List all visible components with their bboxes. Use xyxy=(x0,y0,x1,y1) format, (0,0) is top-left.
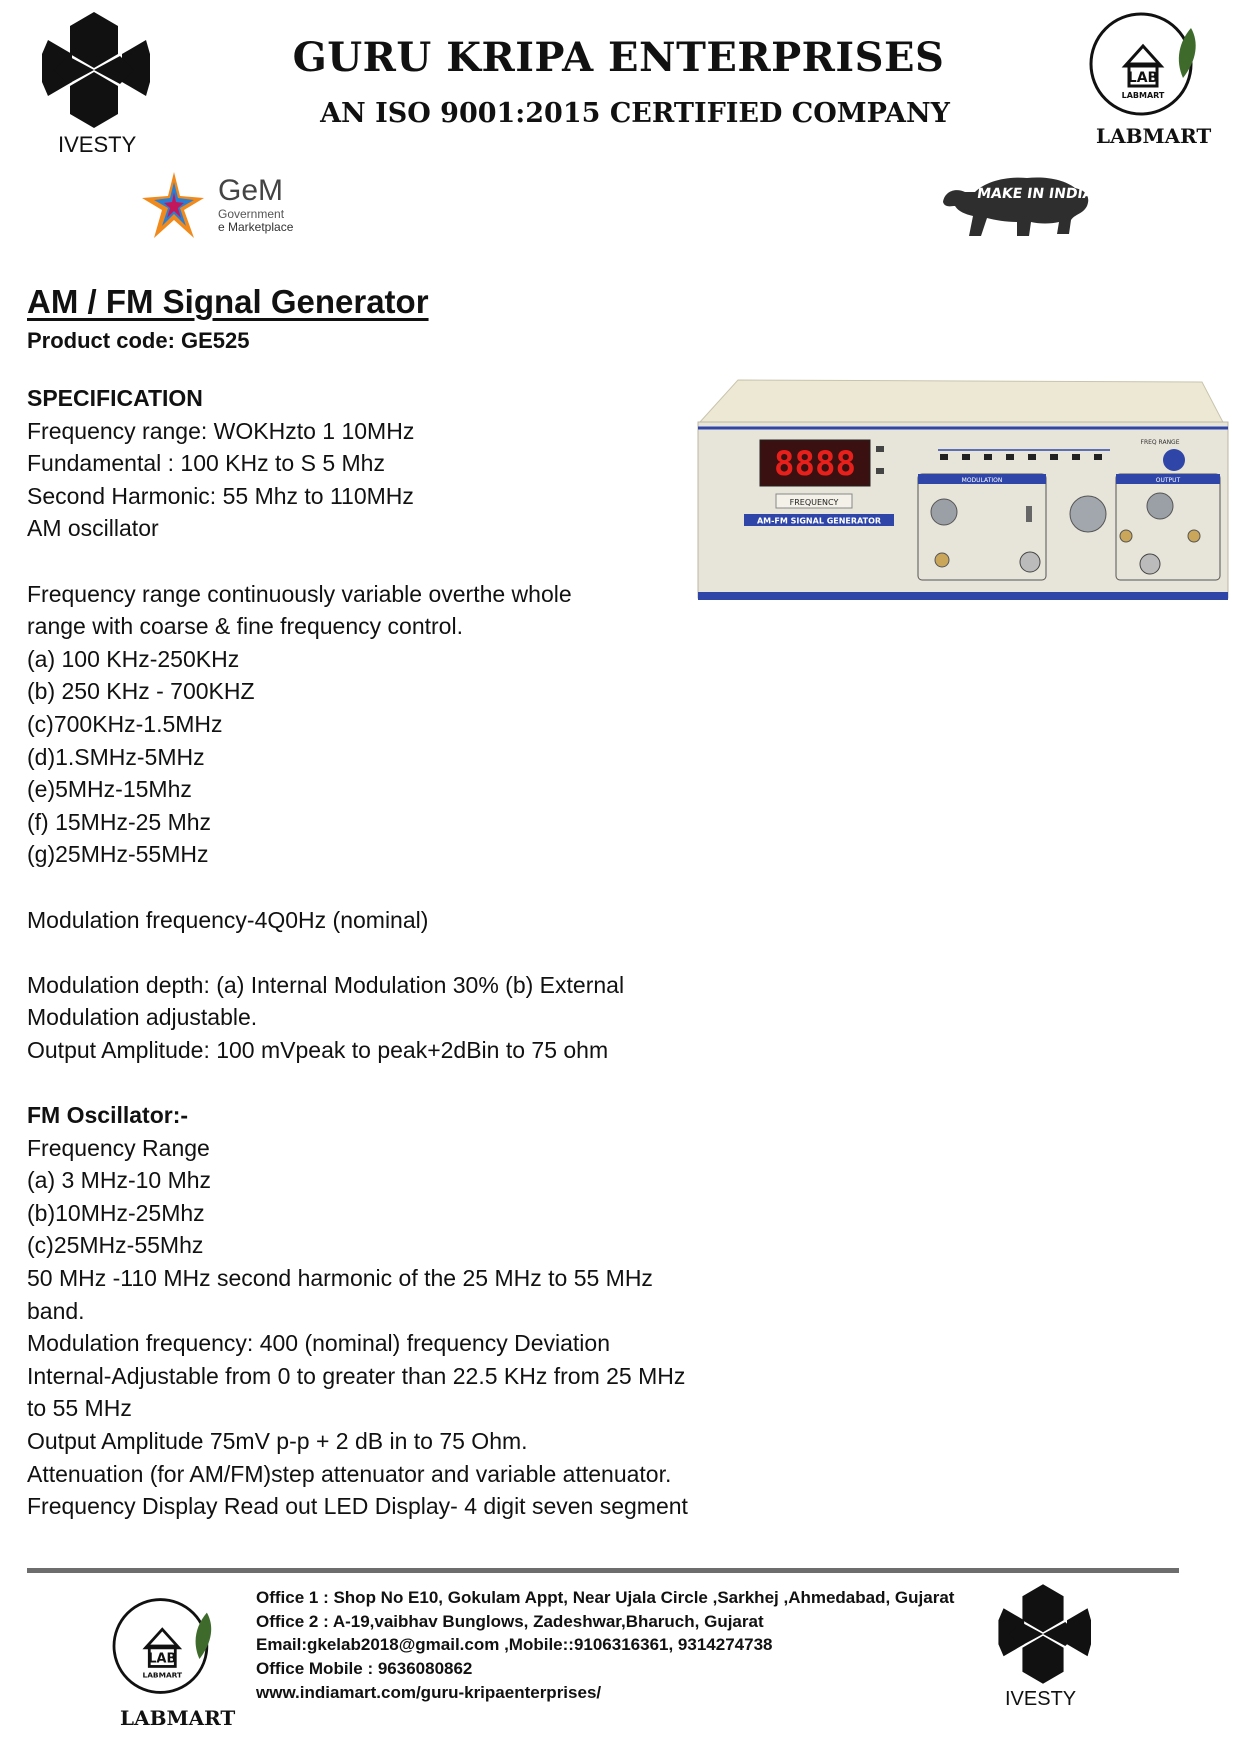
spec-line: (b)10MHz-25Mhz xyxy=(27,1199,205,1226)
spec-line: (b) 250 KHz - 700KHZ xyxy=(27,678,255,705)
lion-icon xyxy=(935,162,1095,242)
spec-line: Modulation frequency-4Q0Hz (nominal) xyxy=(27,906,429,933)
product-code: Product code: GE525 xyxy=(27,328,250,353)
spec-line: Output Amplitude 75mV p-p + 2 dB in to 75 Ohm. xyxy=(27,1428,528,1454)
spec-line: to 55 MHz xyxy=(27,1395,132,1422)
output-label: OUTPUT xyxy=(1155,477,1181,484)
company-name: GURU KRIPA ENTERPRISES xyxy=(292,34,945,81)
product-title: AM / FM Signal Generator xyxy=(27,283,429,320)
spec-line: Frequency range continuously variable overthe whole xyxy=(27,580,572,607)
spec-line: band. xyxy=(27,1297,85,1324)
spec-blank-line xyxy=(27,871,787,904)
spec-line: Modulation depth: (a) Internal Modulation 30% (b) External xyxy=(27,971,625,998)
footer-labmart-badge-text: LABMART xyxy=(142,1670,183,1680)
ivesty-logo-text: IVESTY xyxy=(58,132,137,157)
footer-line: Office Mobile : 9636080862 xyxy=(256,1659,473,1679)
footer-divider xyxy=(27,1568,1179,1573)
spec-line: (e)5MHz-15Mhz xyxy=(27,776,192,803)
footer-ivesty-mark-icon xyxy=(995,1582,1091,1686)
svg-text:LAB: LAB xyxy=(1127,70,1159,86)
spec-line: Modulation frequency: 400 (nominal) frequency Deviation xyxy=(27,1330,610,1357)
footer-labmart-logo xyxy=(110,1594,236,1744)
footer-line[interactable]: www.indiamart.com/guru-kripaenterprises/ xyxy=(256,1682,602,1702)
gem-star-icon xyxy=(140,168,210,244)
spec-line: Fundamental : 100 KHz to S 5 Mhz xyxy=(27,450,385,477)
footer-line: Email:gkelab2018@gmail.com ,Mobile::9106316361, 9314274738 xyxy=(256,1635,773,1655)
footer-labmart-badge-icon xyxy=(110,1594,222,1698)
spec-line: (a) 3 MHz-10 Mhz xyxy=(27,1167,212,1194)
labmart-logo-text: LABMART xyxy=(1096,124,1212,148)
ivesty-mark-icon xyxy=(38,10,150,130)
footer-line: Office 2 : A-19,vaibhav Bunglows, Zadeshwar,Bharuch, Gujarat xyxy=(256,1611,764,1631)
make-in-india-logo xyxy=(935,162,1095,242)
modulation-label: MODULATION xyxy=(961,477,1003,484)
spec-line: Internal-Adjustable from 0 to greater than 22.5 KHz from 25 MHz xyxy=(27,1362,686,1389)
svg-text:LAB: LAB xyxy=(148,1651,177,1667)
spec-blank-line xyxy=(27,1066,787,1099)
certification-line: AN ISO 9001:2015 CERTIFIED COMPANY xyxy=(320,98,950,129)
spec-line: (d)1.SMHz-5MHz xyxy=(27,743,205,770)
footer-ivesty-logo xyxy=(995,1582,1095,1722)
spec-line: 50 MHz -110 MHz second harmonic of the 25 MHz to 55 MHz xyxy=(27,1265,653,1292)
ivesty-logo xyxy=(38,10,150,160)
spec-line: Modulation adjustable. xyxy=(27,1004,258,1031)
spec-line: FM Oscillator:- xyxy=(27,1102,189,1129)
spec-line: AM oscillator xyxy=(27,515,159,542)
specification-text xyxy=(27,382,787,1523)
freq-range-label: FREQ RANGE xyxy=(1140,439,1180,446)
gem-logo-name: GeM xyxy=(218,174,284,207)
spec-blank-line xyxy=(27,936,787,969)
labmart-badge-icon xyxy=(1087,8,1207,120)
make-in-india-text: MAKE IN INDIA xyxy=(975,186,1095,202)
footer-line: Office 1 : Shop No E10, Gokulam Appt, Near Ujala Circle ,Sarkhej ,Ahmedabad, Gujarat xyxy=(256,1588,955,1607)
gem-logo xyxy=(140,168,310,248)
gem-logo-sub1: Government xyxy=(218,207,285,221)
spec-line: (f) 15MHz-25 Mhz xyxy=(27,808,212,835)
spec-line: SPECIFICATION xyxy=(27,385,203,411)
spec-line: Output Amplitude: 100 mVpeak to peak+2dBin to 75 ohm xyxy=(27,1036,609,1063)
labmart-badge-text: LABMART xyxy=(1121,91,1165,100)
spec-line: (a) 100 KHz-250KHz xyxy=(27,645,240,672)
gem-logo-sub2: e Marketplace xyxy=(218,220,294,234)
footer-ivesty-text: IVESTY xyxy=(1005,1688,1077,1710)
spec-line: Frequency Display Read out LED Display- 4 digit seven segment xyxy=(27,1493,688,1520)
spec-line: (c)700KHz-1.5MHz xyxy=(27,710,223,737)
spec-line: Frequency Range xyxy=(27,1134,210,1161)
spec-line: range with coarse & fine frequency control. xyxy=(27,613,463,640)
spec-blank-line xyxy=(27,545,787,578)
spec-line: (c)25MHz-55Mhz xyxy=(27,1232,204,1259)
spec-line: (g)25MHz-55MHz xyxy=(27,841,209,868)
led-display-text: 8888 xyxy=(774,444,856,484)
spec-line: Attenuation (for AM/FM)step attenuator and variable attenuator. xyxy=(27,1460,672,1487)
labmart-logo xyxy=(1087,8,1217,153)
frequency-label: FREQUENCY xyxy=(789,498,839,507)
device-name-label: AM-FM SIGNAL GENERATOR xyxy=(756,516,882,526)
spec-line: Second Harmonic: 55 Mhz to 110MHz xyxy=(27,482,414,509)
spec-line: Frequency range: WOKHzto 1 10MHz xyxy=(27,417,415,444)
footer-contact xyxy=(256,1586,954,1705)
footer-labmart-text: LABMART xyxy=(120,1706,236,1730)
